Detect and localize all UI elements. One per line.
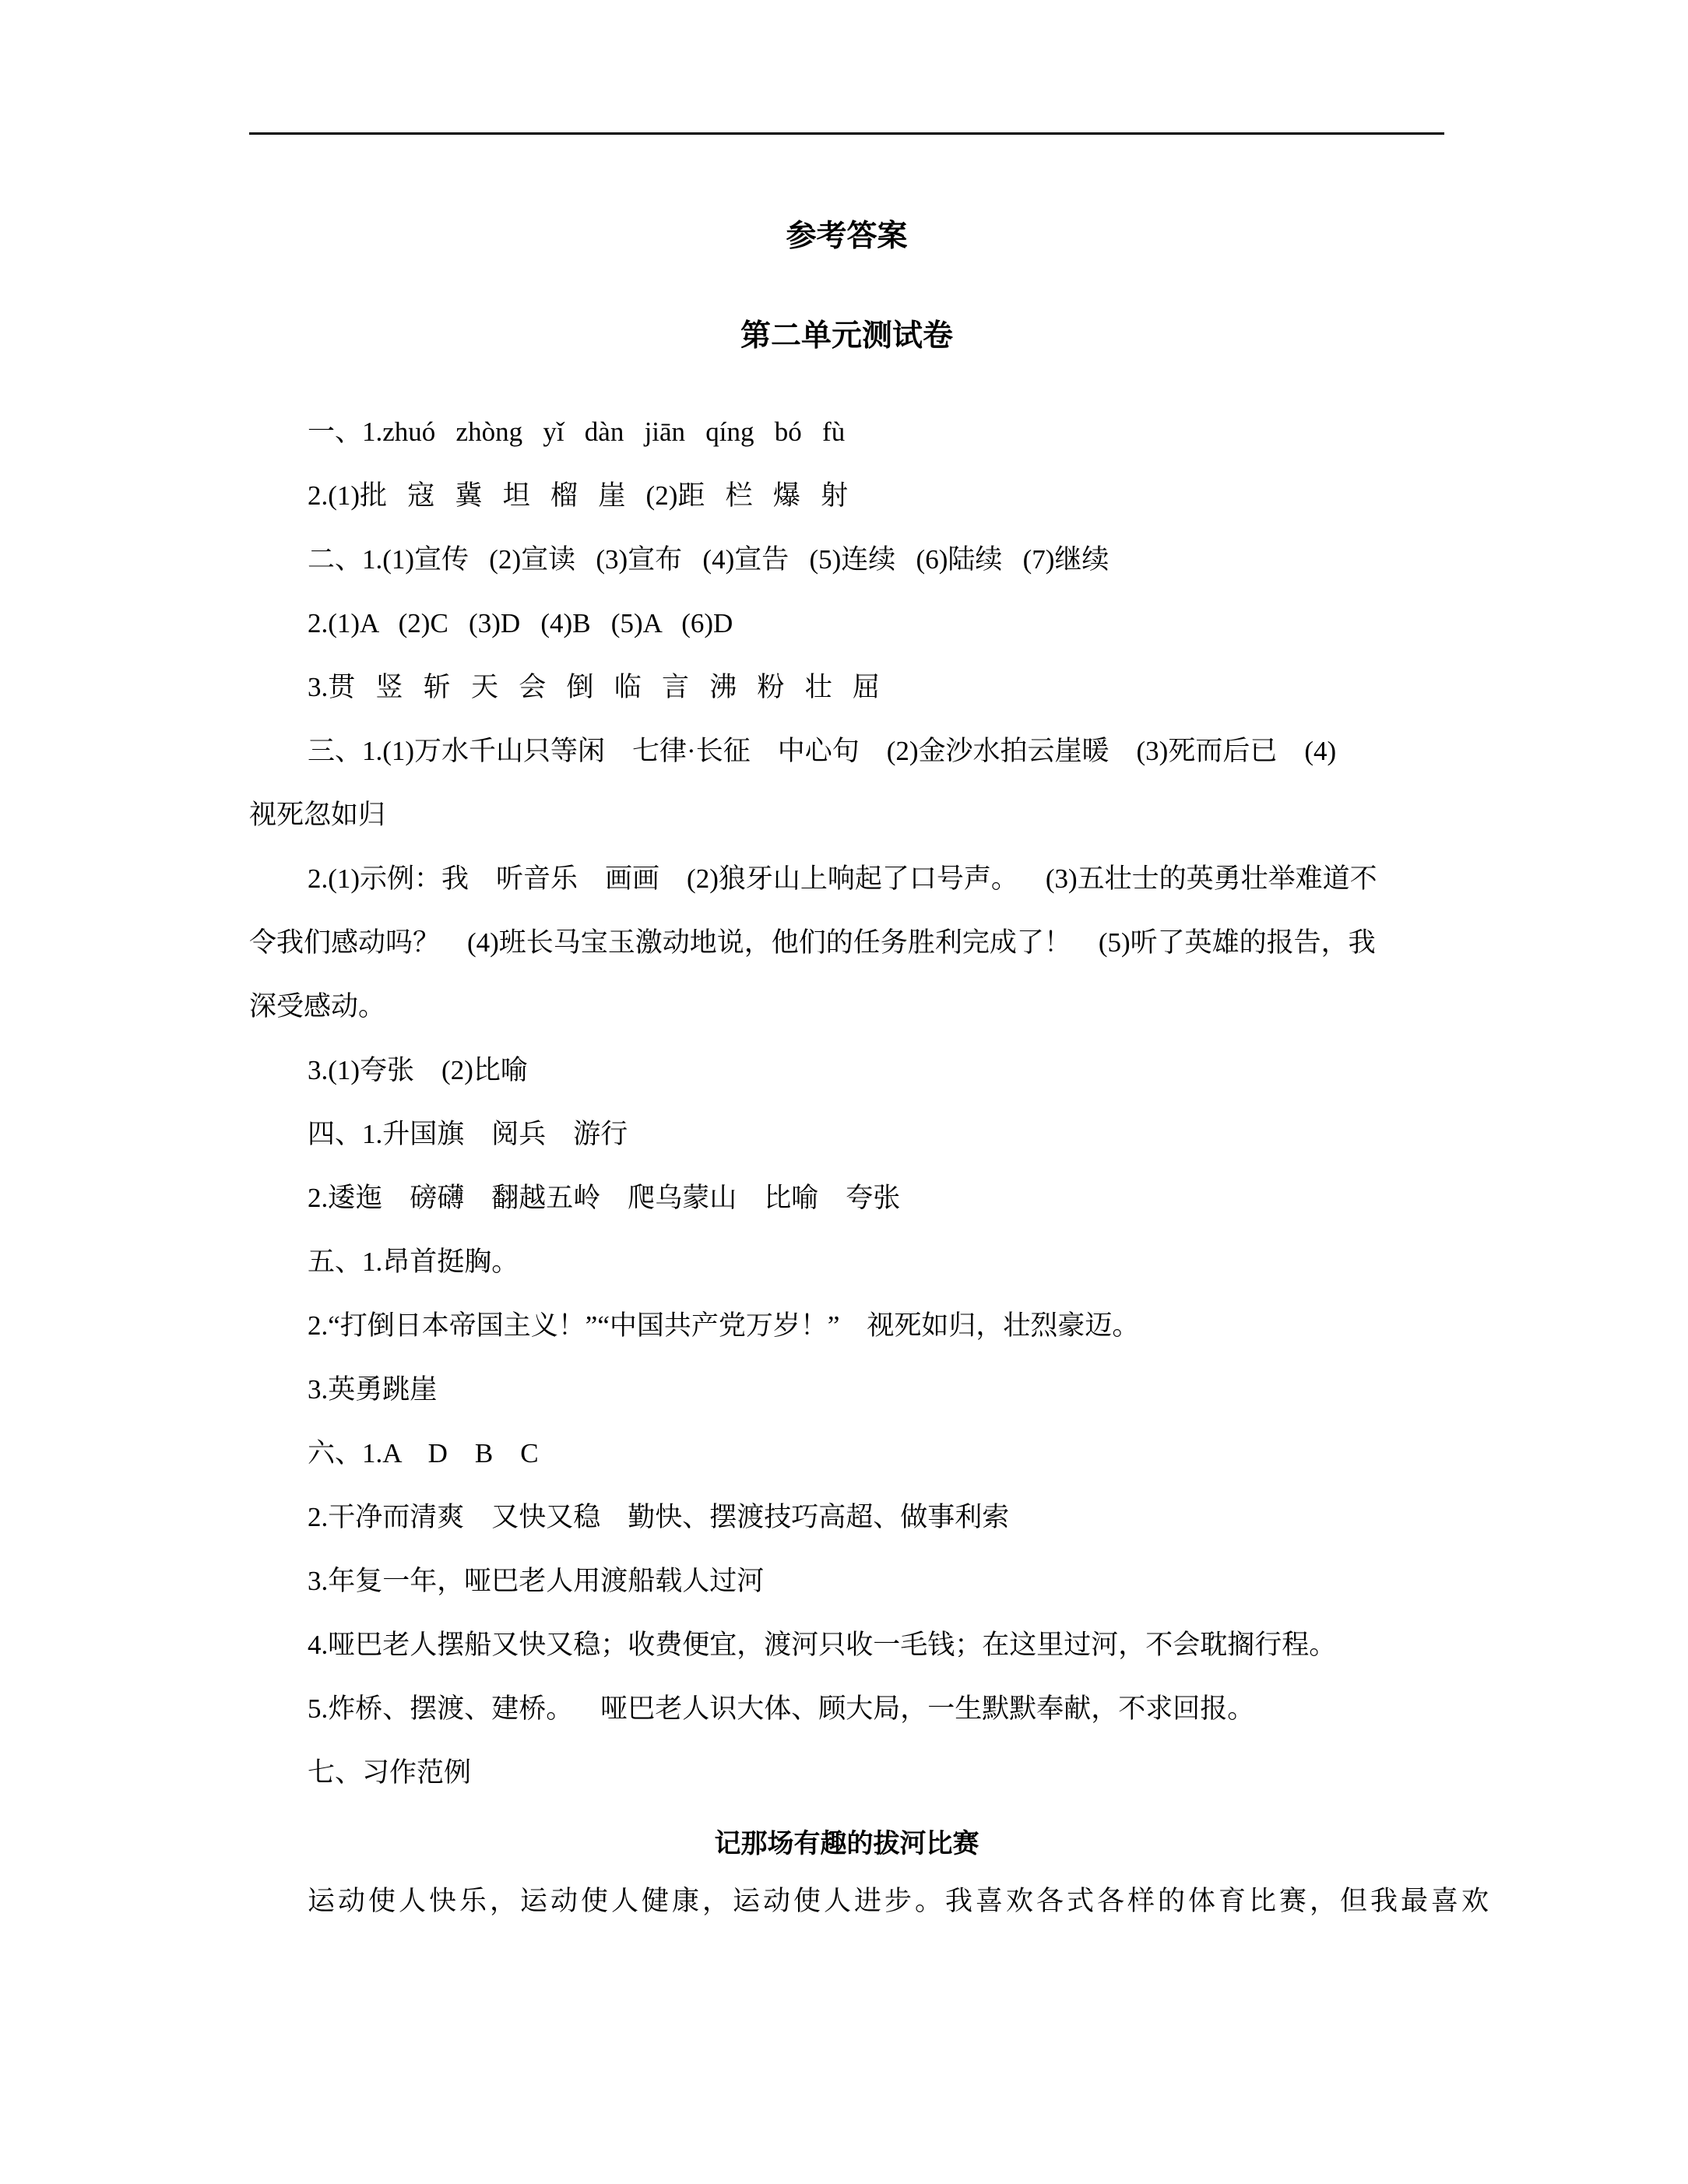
answer-line: 三、1.(1)万水千山只等闲 七律·长征 中心句 (2)金沙水拍云崖暖 (3)死而后已 (4) xyxy=(308,736,1337,766)
answer-line: 2.(1)示例：我 听音乐 画画 (2)狼牙山上响起了口号声。 (3)五壮士的英勇壮举难道不 xyxy=(308,863,1377,894)
answer-line: 一、1.zhuó zhòng yǐ dàn jiān qíng bó fù xyxy=(308,417,846,447)
answer-line: 3.贯 竖 斩 天 会 倒 临 言 沸 粉 壮 屈 xyxy=(308,672,881,702)
answer-line: 六、1.A D B C xyxy=(308,1438,539,1468)
essay-text: 运动使人快乐，运动使人健康，运动使人进步。我喜欢各式各样的体育比赛，但我最喜欢 xyxy=(308,1886,1493,1916)
answer-line: 2.干净而清爽 又快又稳 勤快、摆渡技巧高超、做事利索 xyxy=(308,1502,1010,1532)
answer-line: 3.年复一年，哑巴老人用渡船载人过河 xyxy=(308,1566,765,1596)
answer-line: 深受感动。 xyxy=(249,991,386,1022)
answer-line: 3.(1)夸张 (2)比喻 xyxy=(308,1055,528,1085)
answer-line: 3.英勇跳崖 xyxy=(308,1374,438,1405)
header-rule xyxy=(249,132,1444,135)
page-title: 参考答案 xyxy=(786,220,908,253)
answer-line: 2.“打倒日本帝国主义！”“中国共产党万岁！” 视死如归，壮烈豪迈。 xyxy=(308,1310,1140,1341)
answer-line: 2.(1)批 寇 冀 坦 榴 崖 (2)距 栏 爆 射 xyxy=(308,480,849,511)
answer-line: 视死忽如归 xyxy=(249,800,386,830)
essay-title: 记那场有趣的拔河比赛 xyxy=(714,1829,979,1859)
answer-line: 2.(1)A (2)C (3)D (4)B (5)A (6)D xyxy=(308,608,733,638)
answer-line: 七、习作范例 xyxy=(308,1757,472,1788)
answer-line: 4.哑巴老人摆船又快又稳；收费便宜，渡河只收一毛钱；在这里过河，不会耽搁行程。 xyxy=(308,1630,1337,1660)
answer-line: 二、1.(1)宣传 (2)宣读 (3)宣布 (4)宣告 (5)连续 (6)陆续 (7)继续 xyxy=(308,544,1110,575)
answer-line: 2.逶迤 磅礴 翻越五岭 爬乌蒙山 比喻 夸张 xyxy=(308,1183,901,1213)
answer-line: 5.炸桥、摆渡、建桥。 哑巴老人识大体、顾大局，一生默默奉献，不求回报。 xyxy=(308,1693,1255,1724)
answer-line: 令我们感动吗？ (4)班长马宝玉激动地说，他们的任务胜利完成了！ (5)听了英雄的报告，我 xyxy=(249,927,1376,958)
answer-line: 四、1.升国旗 阅兵 游行 xyxy=(308,1119,628,1149)
answer-line: 五、1.昂首挺胸。 xyxy=(308,1247,519,1277)
page-subtitle: 第二单元测试卷 xyxy=(740,319,953,353)
